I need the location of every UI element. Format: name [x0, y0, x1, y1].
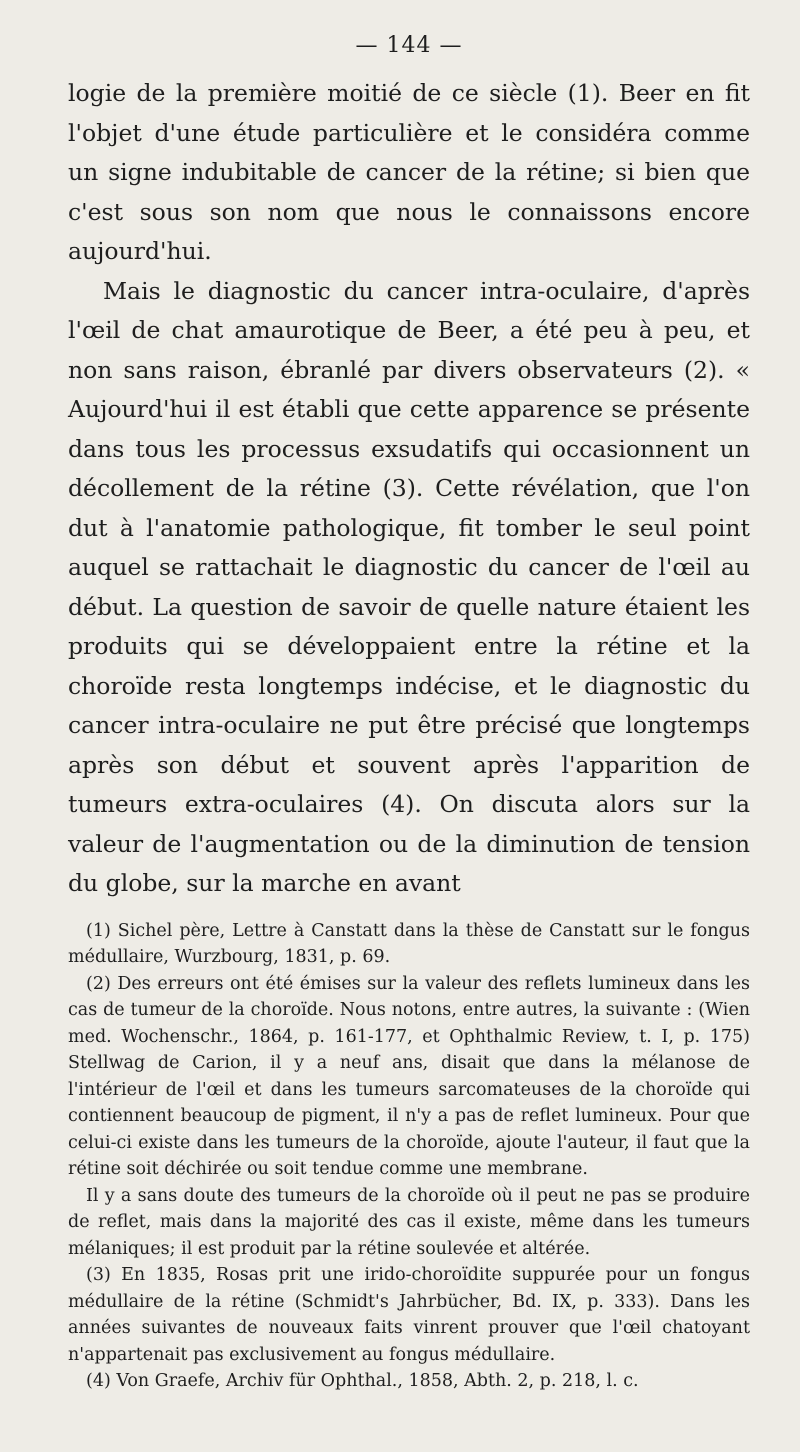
page-number: — 144 — [355, 33, 463, 58]
paragraph-diagnostic: Mais le diagnostic du cancer intra-oculaire, d'après l'œil de chat amaurotique de Beer, a été peu à peu, et non sans raison, ébranlé par divers observateurs (2). « Aujourd'hui il est établi que cette apparence se présente dans tous les processus exsudatifs qui occasionnent un décollement de la rétine (3). Cette révélation, que l'on dut à l'anatomie pathologique, fit tomber le seul point auquel se rattachait le diagnostic du cancer de l'œil au début. La question de savoir de quelle nature étaient les produits qui se développaient entre la rétine et la choroïde resta longtemps indécise, et le diagnostic du cancer intra-oculaire ne put être précisé que longtemps après son début et souvent après l'apparition de tumeurs extra-oculaires (4). On discuta alors sur la valeur de l'augmentation ou de la diminution de tension du globe, sur la marche en avant [68, 276, 750, 897]
paragraph-continuation: logie de la première moitié de ce siècle (1). Beer en fit l'objet d'une étude particulière et le considéra comme un signe indubitable de cancer de la rétine; si bien que c'est sous son nom que nous le connaissons encore aujourd'hui. [68, 79, 750, 265]
footnotes [68, 918, 750, 1395]
footnote-2-continuation: Il y a sans doute des tumeurs de la choroïde où il peut ne pas se produire de reflet, mais dans la majorité des cas il existe, même dans les tumeurs mélaniques; il est produit par la rétine soulevée et altérée. [68, 1185, 750, 1259]
footnote-4: (4) Von Graefe, Archiv für Ophthal., 1858, Abth. 2, p. 218, l. c. [86, 1371, 639, 1391]
footnote-2: (2) Des erreurs ont été émises sur la valeur des reflets lumineux dans les cas de tumeur de la choroïde. Nous notons, entre autres, la suivante : (Wien med. Wochenschr., 1864, p. 161-177, et Ophthalmic Review, t. I, p. 175) Stellwag de Carion, il y a neuf ans, disait que dans la mélanose de l'intérieur de l'œil et dans les tumeurs sarcomateuses de la choroïde qui contiennent beaucoup de pigment, il n'y a pas de reflet lumineux. Pour que celui-ci existe dans les tumeurs de la choroïde, ajoute l'auteur, il faut que la rétine soit déchirée ou soit tendue comme une membrane. [68, 973, 750, 1179]
footnote-3: (3) En 1835, Rosas prit une irido-choroïdite suppurée pour un fongus médullaire de la rétine (Schmidt's Jahrbücher, Bd. IX, p. 333). Dans les années suivantes de nouveaux faits vinrent prouver que l'œil chatoyant n'appartenait pas exclusivement au fongus médullaire. [68, 1265, 750, 1365]
footnote-1: (1) Sichel père, Lettre à Canstatt dans la thèse de Canstatt sur le fongus médullaire, Wurzbourg, 1831, p. 69. [68, 920, 750, 967]
main-text [68, 74, 750, 904]
